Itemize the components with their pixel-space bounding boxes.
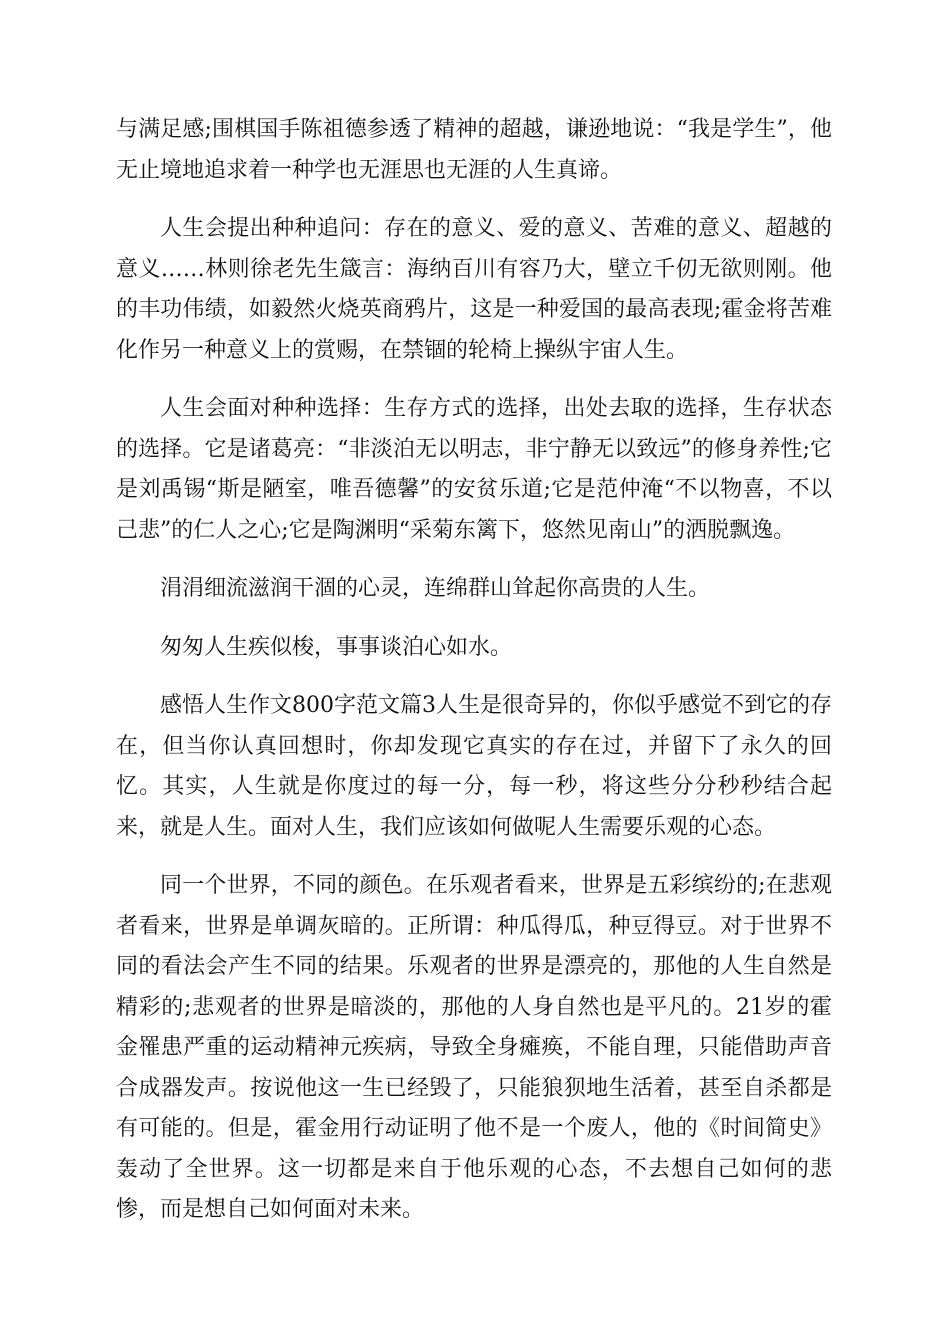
paragraph-optimism: 同一个世界，不同的颜色。在乐观者看来，世界是五彩缤纷的;在悲观者看来，世界是单调灰暗的。正所谓：种瓜得瓜，种豆得豆。对于世界不同的看法会产生不同的结果。乐观者的世界是漂亮的，那他的人生自然是精彩的;悲观者的世界是暗淡的，那他的人身自然也是平凡的。21岁的霍金罹患严重的运动精神元疾病，导致全身瘫痪，不能自理，只能借助声音合成器发声。按说他这一生已经毁了，只能狼狈地生活着，甚至自杀都是有可能的。但是，霍金用行动证明了他不是一个废人，他的《时间简史》轰动了全世界。这一切都是来自于他乐观的心态，不去想自己如何的悲惨，而是想自己如何面对未来。 — [116, 873, 832, 1222]
paragraph-essay-3-intro: 感悟人生作文800字范文篇3人生是很奇异的，你似乎感觉不到它的存在，但当你认真回想时，你却发现它真实的存在过，并留下了永久的回忆。其实，人生就是你度过的每一分，每一秒，将这些分分秒秒结合起来，就是人生。面对人生，我们应该如何做呢人生需要乐观的心态。 — [116, 693, 832, 840]
paragraph-hurried-life: 匆匆人生疾似梭，事事谈泊心如水。 — [160, 634, 513, 660]
paragraph-streams: 涓涓细流滋润干涸的心灵，连绵群山耸起你高贵的人生。 — [160, 576, 711, 601]
paragraph-life-choices: 人生会面对种种选择：生存方式的选择，出处去取的选择，生存状态的选择。它是诸葛亮：“非淡泊无以明志，非宁静无以致远”的修身养性;它是刘禹锡“斯是陋室，唯吾德馨”的安贫乐道;它是范仲淹“不以物喜，不以己悲”的仁人之心;它是陶渊明“采菊东篱下，悠然见南山”的洒脱飘逸。 — [116, 396, 832, 543]
paragraph-life-questions: 人生会提出种种追问：存在的意义、爱的意义、苦难的意义、超越的意义……林则徐老先生箴言：海纳百川有容乃大，壁立千仞无欲则刚。他的丰功伟绩，如毅然火烧英商鸦片，这是一种爱国的最高表现;霍金将苦难化作另一种意义上的赏赐，在禁锢的轮椅上操纵宇宙人生。 — [116, 216, 832, 363]
document-page — [116, 110, 832, 1249]
paragraph-continuation: 与满足感;围棋国手陈祖德参透了精神的超越，谦逊地说：“我是学生”，他无止境地追求着一种学也无涯思也无涯的人生真谛。 — [116, 117, 832, 183]
